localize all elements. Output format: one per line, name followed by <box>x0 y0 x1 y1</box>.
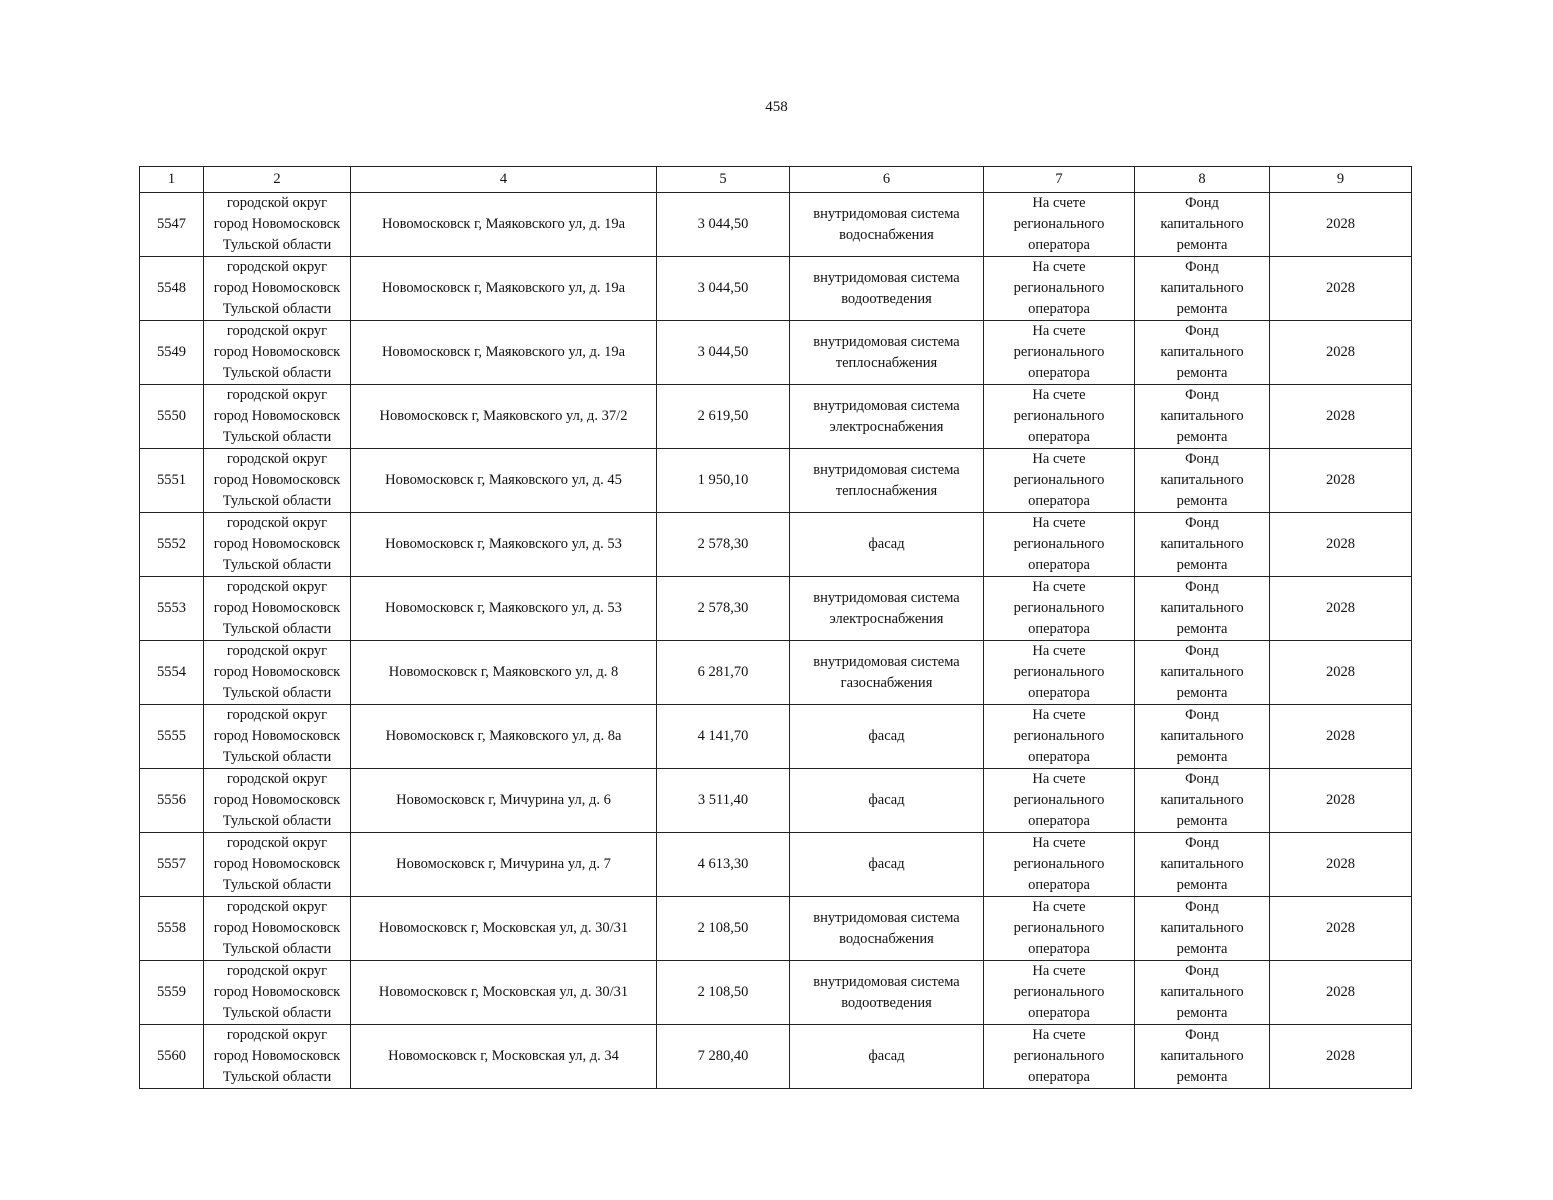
work-type-cell-line: внутридомовая система <box>813 333 960 350</box>
municipality-cell-line: Тульской области <box>222 749 332 765</box>
municipality-cell-line: город Новомосковск <box>213 536 341 552</box>
work-type-cell <box>790 833 984 897</box>
account-method-cell-line: регионального <box>1013 664 1105 680</box>
work-type-cell <box>790 769 984 833</box>
account-method-cell-line: На счете <box>1032 515 1086 531</box>
address-cell: Новомосковск г, Московская ул, д. 30/31 <box>351 897 657 961</box>
municipality-cell <box>204 961 351 1025</box>
account-method-cell-line: регионального <box>1013 728 1105 744</box>
header-row <box>140 167 1412 193</box>
work-type-cell <box>790 513 984 577</box>
address-cell: Новомосковск г, Маяковского ул, д. 19а <box>351 321 657 385</box>
row-number-cell: 5560 <box>140 1025 204 1089</box>
account-method-cell <box>984 577 1135 641</box>
fund-source-cell <box>1135 641 1270 705</box>
address-cell: Новомосковск г, Маяковского ул, д. 19а <box>351 193 657 257</box>
table-row <box>140 577 1412 641</box>
account-method-cell-line: На счете <box>1032 387 1086 403</box>
municipality-cell-line: город Новомосковск <box>213 408 341 424</box>
fund-source-cell-line: капитального <box>1160 344 1244 360</box>
year-cell: 2028 <box>1270 1025 1412 1089</box>
work-type-cell-line: теплоснабжения <box>835 354 938 371</box>
municipality-cell-line: городской округ <box>226 451 328 467</box>
municipality-cell-line: городской округ <box>226 515 328 531</box>
work-type-cell <box>790 705 984 769</box>
table-row <box>140 769 1412 833</box>
municipality-cell-line: Тульской области <box>222 365 332 381</box>
municipality-cell-line: городской округ <box>226 195 328 211</box>
work-type-cell <box>790 193 984 257</box>
municipality-cell-line: городской округ <box>226 1027 328 1043</box>
municipality-cell <box>204 705 351 769</box>
work-type-cell-line: газоснабжения <box>840 674 933 691</box>
area-cell: 2 619,50 <box>657 385 790 449</box>
work-type-cell-line: фасад <box>868 728 905 744</box>
address-cell: Новомосковск г, Маяковского ул, д. 45 <box>351 449 657 513</box>
fund-source-cell-line: Фонд <box>1185 579 1219 595</box>
area-cell: 3 044,50 <box>657 193 790 257</box>
area-cell: 2 578,30 <box>657 577 790 641</box>
area-cell: 1 950,10 <box>657 449 790 513</box>
work-type-cell-line: внутридомовая система <box>813 589 960 606</box>
row-number-cell: 5548 <box>140 257 204 321</box>
account-method-cell-line: оператора <box>1028 749 1090 765</box>
account-method-cell-line: регионального <box>1013 856 1105 872</box>
column-header-1: 1 <box>140 167 204 193</box>
work-type-cell-line: внутридомовая система <box>813 909 960 926</box>
fund-source-cell <box>1135 577 1270 641</box>
account-method-cell <box>984 1025 1135 1089</box>
year-cell: 2028 <box>1270 193 1412 257</box>
work-type-cell <box>790 321 984 385</box>
table-row <box>140 1025 1412 1089</box>
fund-source-cell-line: капитального <box>1160 472 1244 488</box>
column-header-6: 6 <box>790 167 984 193</box>
municipality-cell-line: городской округ <box>226 707 328 723</box>
account-method-cell-line: На счете <box>1032 771 1086 787</box>
fund-source-cell-line: Фонд <box>1185 899 1219 915</box>
fund-source-cell-line: капитального <box>1160 728 1244 744</box>
year-cell: 2028 <box>1270 385 1412 449</box>
work-type-cell-line: теплоснабжения <box>835 482 938 499</box>
table-row <box>140 385 1412 449</box>
municipality-cell <box>204 193 351 257</box>
work-type-cell-line: водоснабжения <box>839 226 934 243</box>
area-cell: 3 511,40 <box>657 769 790 833</box>
row-number-cell: 5558 <box>140 897 204 961</box>
address-cell: Новомосковск г, Маяковского ул, д. 8 <box>351 641 657 705</box>
municipality-cell-line: Тульской области <box>222 493 332 509</box>
fund-source-cell-line: ремонта <box>1176 493 1228 509</box>
municipality-cell <box>204 641 351 705</box>
fund-source-cell-line: Фонд <box>1185 259 1219 275</box>
municipality-cell-line: Тульской области <box>222 557 332 573</box>
municipality-cell-line: Тульской области <box>222 301 332 317</box>
area-cell: 3 044,50 <box>657 321 790 385</box>
row-number-cell: 5556 <box>140 769 204 833</box>
account-method-cell-line: регионального <box>1013 536 1105 552</box>
year-cell: 2028 <box>1270 833 1412 897</box>
work-type-cell-line: фасад <box>868 856 905 872</box>
account-method-cell-line: оператора <box>1028 877 1090 893</box>
fund-source-cell-line: ремонта <box>1176 365 1228 381</box>
work-type-cell <box>790 641 984 705</box>
municipality-cell-line: Тульской области <box>222 877 332 893</box>
account-method-cell <box>984 641 1135 705</box>
year-cell: 2028 <box>1270 897 1412 961</box>
account-method-cell-line: оператора <box>1028 1069 1090 1085</box>
fund-source-cell-line: Фонд <box>1185 1027 1219 1043</box>
account-method-cell <box>984 833 1135 897</box>
account-method-cell-line: оператора <box>1028 1005 1090 1021</box>
column-header-7: 7 <box>984 167 1135 193</box>
fund-source-cell-line: капитального <box>1160 1048 1244 1064</box>
work-type-cell-line: внутридомовая система <box>813 653 960 670</box>
account-method-cell-line: оператора <box>1028 557 1090 573</box>
address-cell: Новомосковск г, Московская ул, д. 30/31 <box>351 961 657 1025</box>
municipality-cell-line: город Новомосковск <box>213 664 341 680</box>
row-number-cell: 5547 <box>140 193 204 257</box>
municipality-cell-line: Тульской области <box>222 237 332 253</box>
fund-source-cell-line: ремонта <box>1176 429 1228 445</box>
fund-source-cell-line: капитального <box>1160 920 1244 936</box>
row-number-cell: 5559 <box>140 961 204 1025</box>
account-method-cell-line: На счете <box>1032 1027 1086 1043</box>
municipality-cell-line: городской округ <box>226 579 328 595</box>
account-method-cell-line: На счете <box>1032 195 1086 211</box>
account-method-cell <box>984 193 1135 257</box>
account-method-cell <box>984 769 1135 833</box>
municipality-cell-line: город Новомосковск <box>213 728 341 744</box>
account-method-cell <box>984 897 1135 961</box>
municipality-cell-line: Тульской области <box>222 1069 332 1085</box>
municipality-cell <box>204 1025 351 1089</box>
account-method-cell <box>984 385 1135 449</box>
work-type-cell-line: водоотведения <box>841 994 932 1011</box>
year-cell: 2028 <box>1270 705 1412 769</box>
table-row <box>140 513 1412 577</box>
area-cell: 2 108,50 <box>657 961 790 1025</box>
table-row <box>140 705 1412 769</box>
municipality-cell-line: город Новомосковск <box>213 920 341 936</box>
work-type-cell <box>790 385 984 449</box>
work-type-cell <box>790 449 984 513</box>
account-method-cell-line: регионального <box>1013 1048 1105 1064</box>
municipality-cell-line: Тульской области <box>222 1005 332 1021</box>
page-number: 458 <box>765 99 788 115</box>
account-method-cell <box>984 449 1135 513</box>
work-type-cell-line: фасад <box>868 792 905 808</box>
account-method-cell-line: оператора <box>1028 941 1090 957</box>
municipality-cell-line: город Новомосковск <box>213 792 341 808</box>
municipality-cell <box>204 577 351 641</box>
work-type-cell-line: водоснабжения <box>839 930 934 947</box>
account-method-cell-line: На счете <box>1032 579 1086 595</box>
account-method-cell <box>984 705 1135 769</box>
column-header-8: 8 <box>1135 167 1270 193</box>
municipality-cell-line: город Новомосковск <box>213 280 341 296</box>
account-method-cell-line: На счете <box>1032 323 1086 339</box>
fund-source-cell-line: капитального <box>1160 984 1244 1000</box>
municipality-cell-line: Тульской области <box>222 941 332 957</box>
fund-source-cell-line: Фонд <box>1185 963 1219 979</box>
municipality-cell-line: городской округ <box>226 387 328 403</box>
fund-source-cell-line: ремонта <box>1176 685 1228 701</box>
fund-source-cell-line: Фонд <box>1185 835 1219 851</box>
address-cell: Новомосковск г, Московская ул, д. 34 <box>351 1025 657 1089</box>
account-method-cell-line: регионального <box>1013 280 1105 296</box>
table-row <box>140 321 1412 385</box>
account-method-cell <box>984 961 1135 1025</box>
fund-source-cell-line: капитального <box>1160 408 1244 424</box>
year-cell: 2028 <box>1270 577 1412 641</box>
fund-source-cell-line: Фонд <box>1185 643 1219 659</box>
municipality-cell-line: город Новомосковск <box>213 984 341 1000</box>
municipality-cell-line: городской округ <box>226 963 328 979</box>
account-method-cell-line: регионального <box>1013 408 1105 424</box>
work-type-cell <box>790 577 984 641</box>
municipality-cell-line: городской округ <box>226 643 328 659</box>
municipality-cell <box>204 513 351 577</box>
row-number-cell: 5557 <box>140 833 204 897</box>
capital-repair-table <box>139 166 1412 1089</box>
fund-source-cell-line: ремонта <box>1176 1069 1228 1085</box>
area-cell: 6 281,70 <box>657 641 790 705</box>
fund-source-cell-line: капитального <box>1160 216 1244 232</box>
address-cell: Новомосковск г, Маяковского ул, д. 8а <box>351 705 657 769</box>
fund-source-cell <box>1135 449 1270 513</box>
area-cell: 2 108,50 <box>657 897 790 961</box>
area-cell: 2 578,30 <box>657 513 790 577</box>
column-header-5: 5 <box>657 167 790 193</box>
fund-source-cell <box>1135 897 1270 961</box>
address-cell: Новомосковск г, Маяковского ул, д. 53 <box>351 577 657 641</box>
work-type-cell <box>790 961 984 1025</box>
column-header-2: 2 <box>204 167 351 193</box>
account-method-cell-line: На счете <box>1032 451 1086 467</box>
table-row <box>140 833 1412 897</box>
fund-source-cell <box>1135 513 1270 577</box>
account-method-cell <box>984 257 1135 321</box>
fund-source-cell <box>1135 833 1270 897</box>
row-number-cell: 5555 <box>140 705 204 769</box>
account-method-cell-line: оператора <box>1028 429 1090 445</box>
account-method-cell <box>984 321 1135 385</box>
account-method-cell-line: На счете <box>1032 707 1086 723</box>
fund-source-cell-line: капитального <box>1160 536 1244 552</box>
fund-source-cell-line: Фонд <box>1185 451 1219 467</box>
address-cell: Новомосковск г, Маяковского ул, д. 37/2 <box>351 385 657 449</box>
account-method-cell-line: оператора <box>1028 237 1090 253</box>
account-method-cell <box>984 513 1135 577</box>
account-method-cell-line: оператора <box>1028 493 1090 509</box>
account-method-cell-line: регионального <box>1013 344 1105 360</box>
municipality-cell-line: городской округ <box>226 259 328 275</box>
row-number-cell: 5552 <box>140 513 204 577</box>
fund-source-cell <box>1135 321 1270 385</box>
year-cell: 2028 <box>1270 449 1412 513</box>
account-method-cell-line: регионального <box>1013 984 1105 1000</box>
account-method-cell-line: На счете <box>1032 835 1086 851</box>
address-cell: Новомосковск г, Маяковского ул, д. 53 <box>351 513 657 577</box>
account-method-cell-line: оператора <box>1028 685 1090 701</box>
work-type-cell-line: фасад <box>868 1048 905 1064</box>
account-method-cell-line: оператора <box>1028 813 1090 829</box>
municipality-cell <box>204 321 351 385</box>
work-type-cell-line: внутридомовая система <box>813 205 960 222</box>
table-row <box>140 257 1412 321</box>
work-type-cell-line: электроснабжения <box>829 418 944 435</box>
account-method-cell-line: оператора <box>1028 301 1090 317</box>
fund-source-cell-line: ремонта <box>1176 301 1228 317</box>
municipality-cell-line: город Новомосковск <box>213 600 341 616</box>
fund-source-cell <box>1135 769 1270 833</box>
fund-source-cell-line: ремонта <box>1176 877 1228 893</box>
fund-source-cell <box>1135 385 1270 449</box>
municipality-cell-line: город Новомосковск <box>213 1048 341 1064</box>
table-row <box>140 897 1412 961</box>
municipality-cell-line: городской округ <box>226 899 328 915</box>
municipality-cell-line: город Новомосковск <box>213 472 341 488</box>
account-method-cell-line: регионального <box>1013 216 1105 232</box>
fund-source-cell-line: капитального <box>1160 600 1244 616</box>
column-header-9: 9 <box>1270 167 1412 193</box>
fund-source-cell-line: Фонд <box>1185 771 1219 787</box>
municipality-cell-line: Тульской области <box>222 621 332 637</box>
table-row <box>140 193 1412 257</box>
year-cell: 2028 <box>1270 769 1412 833</box>
address-cell: Новомосковск г, Мичурина ул, д. 6 <box>351 769 657 833</box>
table-row <box>140 449 1412 513</box>
account-method-cell-line: На счете <box>1032 963 1086 979</box>
area-cell: 4 141,70 <box>657 705 790 769</box>
fund-source-cell <box>1135 257 1270 321</box>
fund-source-cell-line: капитального <box>1160 280 1244 296</box>
column-header-4: 4 <box>351 167 657 193</box>
municipality-cell-line: городской округ <box>226 323 328 339</box>
area-cell: 7 280,40 <box>657 1025 790 1089</box>
municipality-cell <box>204 897 351 961</box>
municipality-cell-line: Тульской области <box>222 429 332 445</box>
municipality-cell <box>204 449 351 513</box>
fund-source-cell-line: ремонта <box>1176 749 1228 765</box>
fund-source-cell-line: капитального <box>1160 856 1244 872</box>
fund-source-cell <box>1135 1025 1270 1089</box>
fund-source-cell-line: Фонд <box>1185 707 1219 723</box>
account-method-cell-line: регионального <box>1013 600 1105 616</box>
year-cell: 2028 <box>1270 321 1412 385</box>
municipality-cell-line: Тульской области <box>222 813 332 829</box>
fund-source-cell-line: капитального <box>1160 792 1244 808</box>
municipality-cell <box>204 769 351 833</box>
year-cell: 2028 <box>1270 961 1412 1025</box>
work-type-cell-line: внутридомовая система <box>813 269 960 286</box>
work-type-cell-line: фасад <box>868 536 905 552</box>
row-number-cell: 5550 <box>140 385 204 449</box>
account-method-cell-line: оператора <box>1028 365 1090 381</box>
work-type-cell-line: водоотведения <box>841 290 932 307</box>
municipality-cell-line: город Новомосковск <box>213 216 341 232</box>
year-cell: 2028 <box>1270 641 1412 705</box>
work-type-cell <box>790 1025 984 1089</box>
account-method-cell-line: На счете <box>1032 643 1086 659</box>
work-type-cell-line: внутридомовая система <box>813 973 960 990</box>
row-number-cell: 5551 <box>140 449 204 513</box>
table-row <box>140 961 1412 1025</box>
fund-source-cell-line: ремонта <box>1176 557 1228 573</box>
work-type-cell <box>790 257 984 321</box>
fund-source-cell-line: ремонта <box>1176 1005 1228 1021</box>
fund-source-cell <box>1135 705 1270 769</box>
table-body <box>140 193 1412 1089</box>
fund-source-cell-line: Фонд <box>1185 323 1219 339</box>
municipality-cell <box>204 385 351 449</box>
account-method-cell-line: регионального <box>1013 472 1105 488</box>
work-type-cell <box>790 897 984 961</box>
fund-source-cell <box>1135 193 1270 257</box>
row-number-cell: 5554 <box>140 641 204 705</box>
municipality-cell-line: городской округ <box>226 835 328 851</box>
municipality-cell-line: город Новомосковск <box>213 856 341 872</box>
fund-source-cell-line: ремонта <box>1176 237 1228 253</box>
municipality-cell <box>204 257 351 321</box>
work-type-cell-line: электроснабжения <box>829 610 944 627</box>
address-cell: Новомосковск г, Мичурина ул, д. 7 <box>351 833 657 897</box>
fund-source-cell-line: ремонта <box>1176 621 1228 637</box>
account-method-cell-line: регионального <box>1013 920 1105 936</box>
account-method-cell-line: На счете <box>1032 899 1086 915</box>
table-row <box>140 641 1412 705</box>
municipality-cell <box>204 833 351 897</box>
area-cell: 4 613,30 <box>657 833 790 897</box>
row-number-cell: 5549 <box>140 321 204 385</box>
address-cell: Новомосковск г, Маяковского ул, д. 19а <box>351 257 657 321</box>
fund-source-cell-line: ремонта <box>1176 941 1228 957</box>
fund-source-cell-line: Фонд <box>1185 515 1219 531</box>
municipality-cell-line: город Новомосковск <box>213 344 341 360</box>
fund-source-cell-line: Фонд <box>1185 195 1219 211</box>
fund-source-cell-line: ремонта <box>1176 813 1228 829</box>
work-type-cell-line: внутридомовая система <box>813 461 960 478</box>
fund-source-cell-line: капитального <box>1160 664 1244 680</box>
fund-source-cell <box>1135 961 1270 1025</box>
year-cell: 2028 <box>1270 257 1412 321</box>
municipality-cell-line: Тульской области <box>222 685 332 701</box>
area-cell: 3 044,50 <box>657 257 790 321</box>
account-method-cell-line: На счете <box>1032 259 1086 275</box>
work-type-cell-line: внутридомовая система <box>813 397 960 414</box>
account-method-cell-line: регионального <box>1013 792 1105 808</box>
row-number-cell: 5553 <box>140 577 204 641</box>
fund-source-cell-line: Фонд <box>1185 387 1219 403</box>
municipality-cell-line: городской округ <box>226 771 328 787</box>
year-cell: 2028 <box>1270 513 1412 577</box>
account-method-cell-line: оператора <box>1028 621 1090 637</box>
